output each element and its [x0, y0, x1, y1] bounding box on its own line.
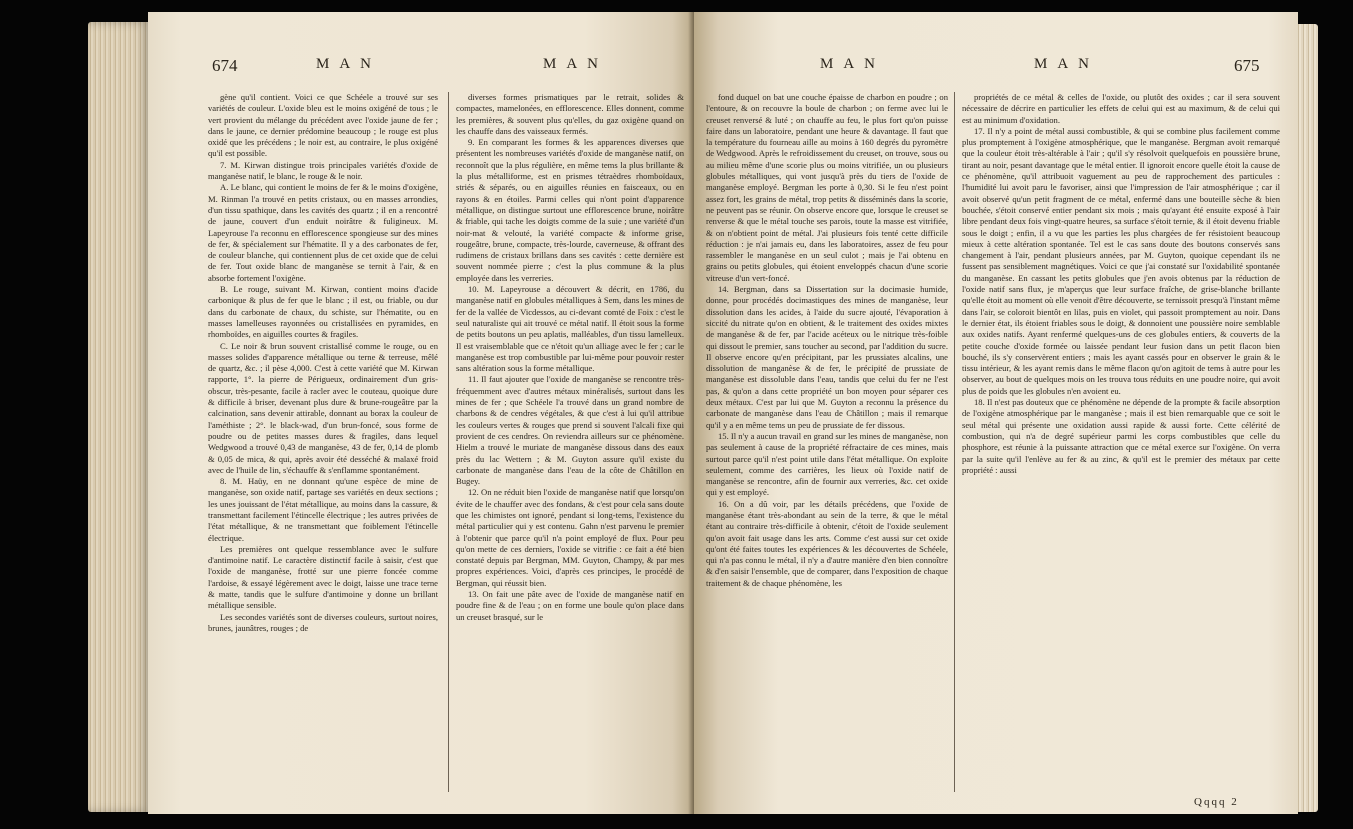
paragraph: B. Le rouge, suivant M. Kirwan, contient moins d'acide carbonique & plus de fer que le blanc ; il est, ou friable, ou dur dans du carbonate de chaux, du schiste, sur l'hématite, ou en masses lamelleuses rayonnées ou cristallisées en pyramides, en rhomboïdes, en aiguilles courtes & fragiles. [208, 284, 438, 340]
paragraph: C. Le noir & brun souvent cristallisé comme le rouge, ou en masses solides d'apparence métallique ou terne & terreuse, mêlé de quartz, &c. ; il pèse 4,000. C'est à cette variété que M. Kirwan rapporte, 1°. la pierre de Périgueux, ordinairement d'un gris-obscur, très-pesante, facile à racler avec le couteau, quoique dure & difficile à briser, devenant plus dure & brune-rougeâtre par la calcination, sans devenir attirable, donnant au borax la couleur de l'améthiste ; 2°. le black-wad, d'un brun-foncé, sous forme de poudre ou de petites masses dures & fragiles, dans lequel Wedgwood a trouvé 0,43 de manganèse, 43 de fer, 0,14 de plomb & 0,05 de mica, & qui, après avoir été desséché & malaxé froid avec de l'huile de lin, s'échauffe & s'enflamme spontanément. [208, 340, 438, 475]
paragraph: Les premières ont quelque ressemblance avec le sulfure d'antimoine natif. Le caractère distinctif facile à saisir, c'est que l'oxide de manganèse, frotté sur une pierre foncée comme l'ardoise, & essayé légèrement avec le doigt, laisse une trace terne & matte, tandis que le sulfure d'antimoine y donne un brillant métallique sensible. [208, 543, 438, 611]
paragraph: fond duquel on bat une couche épaisse de charbon en poudre ; on l'entoure, & on recouvre la boule de charbon ; on ferme avec lui le creuset renversé & luté ; on chauffe au feu, le plus fort qu'on puisse faire dans un laboratoire, pendant une heure & davantage. Il faut que la température du fourneau aille au moins à 160 degrés du pyromètre de Wedgwood. Après le refroidissement du creuset, on trouve, sous ou au milieu même d'une scorie plus ou moins vitrifiée, un ou plusieurs globules métalliques, qui vont jusqu'à près du tiers de l'oxide de manganèse employé. Bergman les porte à 0,30. Si le feu n'est point assez fort, les grains de métal, trop petits & disséminés dans la scorie, ne peuvent pas se réunir. On observe encore que, lorsque le creuset se renverse & que le métal touche ses parois, toute la masse est vitrifiée, & on n'obtient point de métal. J'ai plusieurs fois tenté cette difficile réduction : je n'ai jamais eu, dans les laboratoires, assez de feu pour rassembler le manganèse en un seul culot ; mais je l'ai obtenu en grains ou petits globules, qui étoient enveloppés chacun d'une scorie vitreuse d'un vert-foncé. [706, 92, 948, 283]
page-edges-right [1296, 24, 1318, 812]
left-page [148, 12, 694, 814]
right-page-column-1 [706, 92, 948, 589]
paragraph: 9. En comparant les formes & les apparences diverses que présentent les nombreuses variétés d'oxide de manganèse natif, on reconnoît que la plus régulière, en même tems la plus brillante & la plus métalliforme, est en prismes tétraèdres rhomboïdaux, striés & séparés, ou en aiguilles réunies en faisceaux, ou en rayons & en étoiles. Parmi celles qui n'ont point d'apparence métallique, on distingue surtout une efflorescence brune, noirâtre & friable, qui tache les doigts comme de la suie ; une variété d'un noir-mat & velouté, la variété compacte & informe grise, rougeâtre, brune, compacte, très-lourde, caverneuse, & offrant des rudimens de cristaux brillans dans ses cavités : cette dernière est souvent nommée pierre ; c'est la plus commune & la plus employée dans les verreries. [456, 137, 684, 283]
paragraph: 7. M. Kirwan distingue trois principales variétés d'oxide de manganèse natif, le blanc, le rouge & le noir. [208, 159, 438, 182]
page-number-left: 674 [212, 56, 238, 75]
paragraph: Les secondes variétés sont de diverses couleurs, surtout noires, brunes, jaunâtres, rouges ; de [208, 611, 438, 633]
column-rule [448, 92, 449, 792]
page-edges-left [88, 22, 150, 812]
right-page [694, 12, 1298, 814]
paragraph: 8. M. Haüy, en ne donnant qu'une espèce de mine de manganèse, son oxide natif, partage ses variétés en deux sections ; les unes jouissant de l'état métallique, au moins dans la cassure, & transmettant facilement l'étincelle électrique ; les autres privées de l'état métallique, & ne transmettant que foiblement l'étincelle électrique. [208, 476, 438, 543]
column-rule [954, 92, 955, 792]
paragraph: 11. Il faut ajouter que l'oxide de manganèse se rencontre très-fréquemment avec d'autres métaux minéralisés, surtout dans les mines de fer ; que Schéele l'a trouvé dans un grand nombre de charbons & de cendres végétales, & que c'est à lui qu'il attribue les couleurs vertes & rouges que prend si souvent l'alcali fixe qui provient de ces cendres. On reviendra ailleurs sur ce phénomène. Hielm a trouvé le muriate de manganèse dissous dans des eaux près du lac Wettern ; & M. Guyton assure qu'il existe du carbonate de manganèse dans l'eau de la côte de Châtillon en Bugey. [456, 374, 684, 487]
page-number-right: 675 [1234, 56, 1260, 75]
right-page-column-2 [962, 92, 1280, 476]
paragraph: 17. Il n'y a point de métal aussi combustible, & qui se combine plus facilement comme plus promptement à l'oxigène atmosphérique, que le manganèse. Bergman avoit remarqué que la couleur étoit très-altérable à l'air ; qu'il s'y résolvoit quelquefois en poussière brune, tirant au noir, pesant davantage que le métal entier. Il ignoroit encore quelle étoit la cause de ce phénomène, qu'il attribuoit vaguement au peu de rapprochement des particules : l'humidité lui avoit paru le favoriser, ainsi que l'impression de l'air atmosphérique ; car il avoit observé qu'un petit fragment de ce métal, enfermé dans une bouteille sèche & bien bouchée, s'étoit conservé entier pendant six mois ; mais qu'ayant été ensuite exposé à l'air libre pendant deux fois vingt-quatre heures, sa surface s'étoit ternie, & il étoit devenu friable sous le doigt ; enfin, il a vu que les parties les plus chargées de fer résistoient beaucoup mieux à cette altération spontanée. Tel est le cas sans doute des boutons conservés sans changement à l'air, pendant plusieurs années, par M. Guyton, quoique cependant ils ne fussent pas sensiblement magnétiques. Voici ce que j'ai constaté sur l'oxidabilité spontanée du manganèse. En cassant les petits globules que j'en avois obtenus par la réduction de l'oxide natif sans flux, je m'aperçus que leur surface fraîche, de grise-blanche brillante qu'elle étoit au moment où elle venoit d'être découverte, se ternissoit presqu'à l'instant même dans l'air, se coloroit bientôt en lilas, puis en violet, qui passoit promptement au noir. Dans le dernier état, ils étoient friables sous le doigt, & donnoient une poussière noire semblable aux oxides natifs. Ayant renfermé quelques-uns de ces globules entiers, & couverts de la petite couche d'oxide formée ou laissée pendant leur fusion dans un petit flacon bien bouché, ils s'y conservèrent entiers ; mais les ayant cassés pour en observer le grain & le tissu intérieur, & les ayant remis dans le même flacon qu'on agitoit de tems à autre pour les observer, au bout de quelques mois on les trouva tous réduits en une poudre noire, qui avoit plus de poids que les globules n'en avoient eu. [962, 125, 1280, 396]
paragraph: 15. Il n'y a aucun travail en grand sur les mines de manganèse, non pas seulement à cause de la propriété réfractaire de ces mines, mais surtout parce qu'il n'est point utile dans l'état métallique. On exploite seulement, comme des carrières, les lieux où l'oxide natif de manganèse se rencontre, afin de fournir aux verreries, &c. cet oxide qui y est employé. [706, 430, 948, 498]
paragraph: 13. On fait une pâte avec de l'oxide de manganèse natif en poudre fine & de l'eau ; on en forme une boule qu'on place dans un creuset brasqué, sur le [456, 589, 684, 622]
signature-mark: Qqqq 2 [1194, 796, 1239, 808]
paragraph: 12. On ne réduit bien l'oxide de manganèse natif que lorsqu'on évite de le chauffer avec des fondans, & c'est pour cela sans doute que les chimistes ont ignoré, pendant si long-tems, l'existence du métal particulier qui y est contenu. Gahn n'est parvenu le premier à l'obtenir que parce qu'il n'a point employé de flux. Pour peu qu'on mette de ces derniers, l'oxide se vitrifie : ce fait a été bien constaté depuis par Bergman, MM. Guyton, Champy, & par mes propres expériences. Voici, d'après ces principes, le procédé de Bergman, qui réussit bien. [456, 487, 684, 588]
paragraph: 16. On a dû voir, par les détails précédens, que l'oxide de manganèse étant très-abondant au sein de la terre, & que le métal étant au contraire très-difficile à obtenir, c'étoit de l'oxide seulement qu'on avoit fait usage dans les arts. Comme c'est aussi sur cet oxide qu'ont été faites toutes les expériences & les découvertes de Schéele, qui n'a pas connu le métal, il n'y a d'autre manière d'en bien connoître & d'en saisir l'ensemble, que de comparer, dans l'exposition de chaque traitement & de chaque phénomène, les [706, 498, 948, 588]
running-head-right-col2: MAN [1034, 56, 1100, 72]
paragraph: diverses formes prismatiques par le retrait, solides & compactes, mamelonées, en efflorescence. Elles donnent, comme les premières, & souvent plus qu'elles, du gaz oxigène quand on les chauffe dans des vaisseaux fermés. [456, 92, 684, 136]
paragraph: gène qu'il contient. Voici ce que Schéele a trouvé sur ses variétés de couleur. L'oxide bleu est le moins oxigéné de tous ; le vert provient du mélange du précédent avec l'oxide jaune de fer ; dans le jaune, ce dernier prédomine beaucoup ; le rouge est plus oxidé que les précédens ; le noir est, au contraire, le plus oxigéné qu'il est possible. [208, 92, 438, 159]
running-head-right-col1: MAN [820, 56, 886, 72]
paragraph: propriétés de ce métal & celles de l'oxide, ou plutôt des oxides ; car il sera souvent nécessaire de décrire en particulier les effets de celui qui est au maximum, & de celui qui est au minimum d'oxidation. [962, 92, 1280, 125]
paragraph: 14. Bergman, dans sa Dissertation sur la docimasie humide, donne, pour procédés docimastiques des mines de manganèse, leur dissolution dans les acides, à l'aide du sucre ajouté, l'évaporation à siccité du nitrate qu'on en obtient, & le traitement des oxides mixtes de manganèse & de fer, par l'acide acéteux ou le nitrique très-foible qui dissout le premier, sans toucher au second, par l'addition du sucre. Il observe encore qu'en précipitant, par les prussiates alcalins, une dissolution de manganèse & de fer, le précipité de prussiate de manganèse est dissoluble dans l'eau, tandis que celui du fer ne l'est pas, & qu'on a dans cette propriété un bon moyen pour séparer ces deux métaux. C'est par lui que M. Guyton a reconnu la présence du carbonate de manganèse dans l'eau de Châtillon ; mais il remarque qu'il y a en même tems un peu de prussiate de fer dissous. [706, 284, 948, 430]
left-page-column-2 [456, 92, 684, 623]
running-head-left-col1: MAN [316, 56, 382, 72]
running-head-left-col2: MAN [543, 56, 609, 72]
left-page-column-1 [208, 92, 438, 634]
paragraph: A. Le blanc, qui contient le moins de fer & le moins d'oxigène, M. Rinman l'a trouvé en petits cristaux, ou en masses arrondies, d'un tissu spathique, dans les cavités des quartz ; il en a rencontré de jaune, couvert d'un enduit noirâtre & fuligineux. M. Lapeyrouse l'a reconnu en efflorescence spongieuse sur des mines de fer, & spécialement sur l'hématite. Il y a des carbonates de fer, de couleur blanche, qui contiennent plus de cet oxide que de celui de fer. Tout oxide blanc de manganèse se ternit à l'air, & en absorbe fortement l'oxigène. [208, 182, 438, 283]
paragraph: 10. M. Lapeyrouse a découvert & décrit, en 1786, du manganèse natif en globules métalliques à Sem, dans les mines de fer de la vallée de Vicdessos, au ci-devant comté de Foix : c'est le seul naturaliste qui ait trouvé ce métal natif. Il étoit sous la forme de petits boutons un peu aplatis, malléables, d'un tissu lamelleux. Il est vraisemblable que ce n'étoit qu'un alliage avec le fer ; car le manganèse est trop combustible par lui-même pour pouvoir rester sans altération sous la forme métallique. [456, 284, 684, 374]
paragraph: 18. Il n'est pas douteux que ce phénomène ne dépende de la prompte & facile absorption de l'oxigène atmosphérique par le manganèse ; mais il est bien remarquable que ce soit le seul métal qui présente une oxidation aussi rapide & aussi forte. Cette célérité de combustion, qui n'a de degré supérieur parmi les corps combustibles que celle du phosphore, est réunie à la puissante attraction que ce métal exerce sur l'oxigène. On verra par la suite qu'il l'enlève au fer & au zinc, & qu'il est le premier des métaux par cette propriété : aussi [962, 397, 1280, 475]
